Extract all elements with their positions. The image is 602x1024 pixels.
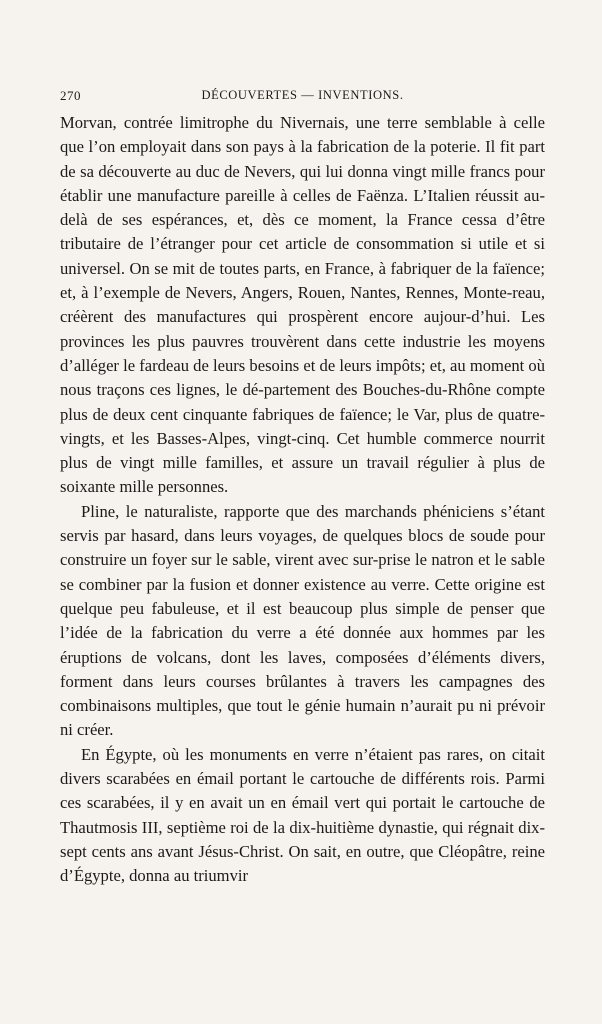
running-title: DÉCOUVERTES — INVENTIONS.: [201, 88, 404, 102]
paragraph-continued: Morvan, contrée limitrophe du Nivernais, une terre semblable à celle que l’on employait dans son pays à la fabrication de la poterie. Il fit part de sa découverte au duc de Nevers, qui lui donna vingt mille francs pour établir une manufacture pareille à celles de Faënza. L’Italien réussit au-delà de ses espérances, et, dès ce moment, la France cessa d’être tributaire de l’étranger pour cet article de consommation si utile et si universel. On se mit de toutes parts, en France, à fabriquer de la faïence; et, à l’exemple de Nevers, Angers, Rouen, Nantes, Rennes, Monte-reau, créèrent des manufactures qui prospèrent encore aujour-d’hui. Les provinces les plus pauvres trouvèrent dans cette industrie les moyens d’alléger le fardeau de leurs besoins et de leurs impôts; et, au moment où nous traçons ces lignes, le dé-partement des Bouches-du-Rhône compte plus de deux cent cinquante fabriques de faïence; le Var, plus de quatre-vingts, et les Basses-Alpes, vingt-cinq. Cet humble commerce nourrit plus de vingt mille familles, et assure un travail régulier à plus de soixante mille personnes.: [60, 113, 545, 497]
body-text: [60, 111, 545, 889]
running-head: [60, 88, 545, 106]
paragraph-egypte: En Égypte, où les monuments en verre n’étaient pas rares, on citait divers scarabées en émail portant le cartouche de différents rois. Parmi ces scarabées, il y en avait un en émail vert qui portait le cartouche de Thautmosis III, septième roi de la dix-huitième dynastie, qui régnait dix-sept cents ans avant Jésus-Christ. On sait, en outre, que Cléopâtre, reine d’Égypte, donna au triumvir: [60, 744, 545, 886]
page-number: 270: [60, 88, 81, 103]
paragraph-pline: Pline, le naturaliste, rapporte que des marchands phéniciens s’étant servis par hasard, dans leurs voyages, de quelques blocs de soude pour construire un foyer sur le sable, virent avec sur-prise le natron et le sable se combiner par la fusion et donner existence au verre. Cette origine est quelque peu fabuleuse, et il est beaucoup plus simple de penser que l’idée de la fabrication du verre a été donnée aux hommes par les éruptions de volcans, dont les laves, composées d’éléments divers, forment dans leurs courses brûlantes à travers les campagnes des combinaisons multiples, que tout le génie humain n’aurait pu ni prévoir ni créer.: [60, 501, 545, 740]
